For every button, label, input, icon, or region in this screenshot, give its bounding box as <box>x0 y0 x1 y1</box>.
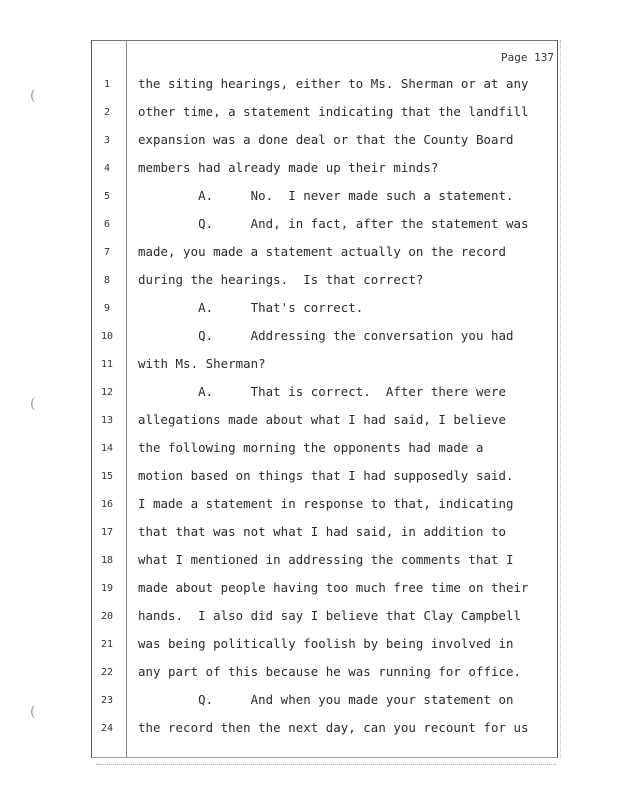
line-number: 19 <box>100 583 114 594</box>
line-number: 10 <box>100 331 114 342</box>
line-text: any part of this because he was running for office. <box>138 664 521 679</box>
line-text: made, you made a statement actually on the record <box>138 244 506 259</box>
line-number: 21 <box>100 639 114 650</box>
transcript-line <box>0 104 618 124</box>
line-text: Q. Addressing the conversation you had <box>138 328 514 343</box>
line-text: what I mentioned in addressing the comments that I <box>138 552 514 567</box>
line-number: 12 <box>100 387 114 398</box>
line-text: made about people having too much free time on their <box>138 580 529 595</box>
line-number: 22 <box>100 667 114 678</box>
transcript-line <box>0 552 618 572</box>
transcript-line <box>0 356 618 376</box>
line-text: the following morning the opponents had made a <box>138 440 484 455</box>
line-number: 23 <box>100 695 114 706</box>
line-number: 17 <box>100 527 114 538</box>
transcript-line <box>0 244 618 264</box>
line-text: A. That's correct. <box>138 300 364 315</box>
page-number: Page 137 <box>501 51 554 64</box>
transcript-line <box>0 580 618 600</box>
line-text: the record then the next day, can you recount for us <box>138 720 529 735</box>
binder-hole-mark: ( <box>30 88 36 104</box>
transcript-line <box>0 468 618 488</box>
line-text: A. That is correct. After there were <box>138 384 506 399</box>
transcript-line <box>0 160 618 180</box>
line-text: other time, a statement indicating that the landfill <box>138 104 529 119</box>
line-number: 5 <box>103 191 111 202</box>
transcript-line <box>0 188 618 208</box>
line-text: during the hearings. Is that correct? <box>138 272 424 287</box>
transcript-line <box>0 692 618 712</box>
transcript-line <box>0 76 618 96</box>
line-number: 4 <box>103 163 111 174</box>
line-text: members had already made up their minds? <box>138 160 439 175</box>
line-number: 6 <box>103 219 111 230</box>
transcript-line <box>0 524 618 544</box>
transcript-line <box>0 636 618 656</box>
line-text: expansion was a done deal or that the County Board <box>138 132 514 147</box>
line-text: Q. And, in fact, after the statement was <box>138 216 529 231</box>
line-text: A. No. I never made such a statement. <box>138 188 514 203</box>
line-text: was being politically foolish by being involved in <box>138 636 514 651</box>
line-text: allegations made about what I had said, I believe <box>138 412 506 427</box>
transcript-line <box>0 300 618 320</box>
line-text: hands. I also did say I believe that Clay Campbell <box>138 608 521 623</box>
transcript-line <box>0 384 618 404</box>
line-number: 16 <box>100 499 114 510</box>
line-number: 14 <box>100 443 114 454</box>
transcript-line <box>0 328 618 348</box>
transcript-line <box>0 216 618 236</box>
line-text: Q. And when you made your statement on <box>138 692 514 707</box>
transcript-line <box>0 440 618 460</box>
transcript-line <box>0 608 618 628</box>
transcript-line <box>0 496 618 516</box>
line-text: I made a statement in response to that, indicating <box>138 496 514 511</box>
bottom-rule <box>96 764 556 765</box>
line-number: 20 <box>100 611 114 622</box>
line-number: 15 <box>100 471 114 482</box>
line-number: 1 <box>103 79 111 90</box>
line-text: that that was not what I had said, in addition to <box>138 524 506 539</box>
line-number: 9 <box>103 303 111 314</box>
transcript-line <box>0 132 618 152</box>
line-text: the siting hearings, either to Ms. Sherman or at any <box>138 76 529 91</box>
line-text: with Ms. Sherman? <box>138 356 266 371</box>
line-number: 18 <box>100 555 114 566</box>
line-number: 3 <box>103 135 111 146</box>
transcript-line <box>0 272 618 292</box>
transcript-line <box>0 720 618 740</box>
line-number: 2 <box>103 107 111 118</box>
line-number: 11 <box>100 359 114 370</box>
binder-hole-mark: ( <box>30 704 36 720</box>
line-number: 24 <box>100 723 114 734</box>
line-number: 7 <box>103 247 111 258</box>
line-text: motion based on things that I had supposedly said. <box>138 468 514 483</box>
line-number: 13 <box>100 415 114 426</box>
binder-hole-mark: ( <box>30 396 36 412</box>
transcript-line <box>0 664 618 684</box>
transcript-line <box>0 412 618 432</box>
line-number: 8 <box>103 275 111 286</box>
